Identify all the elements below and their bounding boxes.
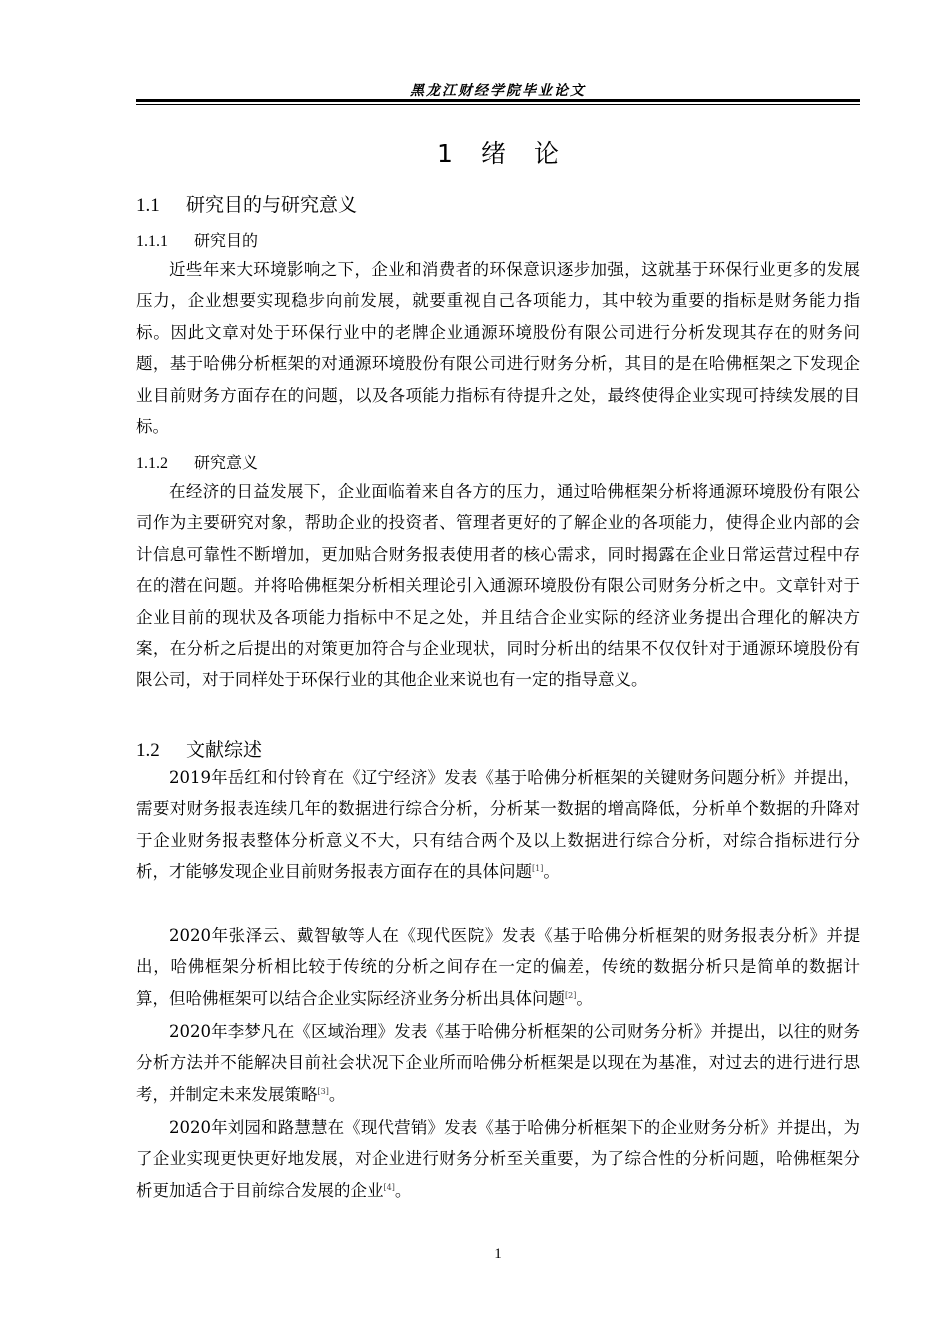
- section-title: 文献综述: [186, 739, 263, 761]
- paragraph-text: 2020年张泽云、戴智敏等人在《现代医院》发表《基于哈佛分析框架的财务报表分析》并提出，哈佛框架分析相比较于传统的分析之间存在一定的偏差，传统的数据分析只是简单的数据计算，但哈佛框架可以结合企业实际经济业务分析出具体问题: [136, 926, 860, 1008]
- literature-paragraph: [136, 1112, 860, 1206]
- section-heading: [136, 735, 262, 762]
- chapter-title: [136, 134, 860, 170]
- citation-mark: [2]: [565, 990, 577, 1000]
- paragraph-text: 2020年李梦凡在《区域治理》发表《基于哈佛分析框架的公司财务分析》并提出，以往的财务分析方法并不能解决目前社会状况下企业所而哈佛分析框架是以现在为基准，对过去的进行进行思考，并制定未来发展策略: [136, 1022, 860, 1104]
- running-header: 黑龙江财经学院毕业论文: [410, 83, 586, 99]
- literature-paragraph: [136, 920, 860, 1014]
- subsection-heading: [136, 450, 258, 473]
- chapter-title-char-2: 论: [533, 139, 559, 168]
- end-mark: 。: [394, 1180, 412, 1200]
- end-mark: 。: [328, 1084, 346, 1104]
- citation-mark: [3]: [317, 1086, 329, 1096]
- subsection-title: 研究意义: [194, 453, 259, 472]
- section-heading: [136, 190, 357, 217]
- literature-paragraph: [136, 762, 860, 888]
- subsection-number: 1.1.1: [136, 233, 168, 250]
- paragraph-purpose: 近些年来大环境影响之下，企业和消费者的环保意识逐步加强，这就基于环保行业更多的发展压力，企业想要实现稳步向前发展，就要重视自己各项能力，其中较为重要的指标是财务能力指标。因此文章对处于环保行业中的老牌企业通源环境股份有限公司进行分析发现其存在的财务问题，基于哈佛分析框架的对通源环境股份有限公司进行财务分析，其目的是在哈佛框架之下发现企业目前财务方面存在的问题，以及各项能力指标有待提升之处，最终使得企业实现可持续发展的目标。: [136, 260, 860, 437]
- paragraph-text: 2019年岳红和付铃育在《辽宁经济》发表《基于哈佛分析框架的关键财务问题分析》并提出，需要对财务报表连续几年的数据进行综合分析，分析某一数据的增高降低，分析单个数据的升降对于企业财务报表整体分析意义不大，只有结合两个及以上数据进行综合分析，对综合指标进行分析，才能够发现企业目前财务报表方面存在的具体问题: [136, 768, 860, 882]
- chapter-title-char-1: 绪: [480, 139, 506, 168]
- subsection-heading: [136, 228, 258, 251]
- page-number: 1: [494, 1246, 502, 1262]
- header-rule-thin: [136, 104, 860, 105]
- section-number: 1.1: [136, 195, 160, 216]
- header-rule-thick: [136, 99, 860, 102]
- end-mark: 。: [543, 862, 560, 882]
- section-title: 研究目的与研究意义: [186, 194, 358, 216]
- citation-mark: [4]: [383, 1182, 395, 1192]
- literature-paragraph: [136, 1016, 860, 1110]
- section-number: 1.2: [136, 740, 160, 761]
- paragraph-text: 2020年刘园和路慧慧在《现代营销》发表《基于哈佛分析框架下的企业财务分析》并提出，为了企业实现更快更好地发展，对企业进行财务分析至关重要，为了综合性的分析问题，哈佛框架分析更加适合于目前综合发展的企业: [136, 1118, 860, 1200]
- citation-mark: [1]: [532, 864, 544, 874]
- chapter-number: 1: [437, 139, 453, 168]
- paragraph-significance: 在经济的日益发展下，企业面临着来自各方的压力，通过哈佛框架分析将通源环境股份有限公司作为主要研究对象，帮助企业的投资者、管理者更好的了解企业的各项能力，使得企业内部的会计信息可靠性不断增加，更加贴合财务报表使用者的核心需求，同时揭露在企业日常运营过程中存在的潜在问题。并将哈佛框架分析相关理论引入通源环境股份有限公司财务分析之中。文章针对于企业目前的现状及各项能力指标中不足之处，并且结合企业实际的经济业务提出合理化的解决方案，在分析之后提出的对策更加符合与企业现状，同时分析出的结果不仅仅针对于通源环境股份有限公司，对于同样处于环保行业的其他企业来说也有一定的指导意义。: [136, 482, 860, 690]
- subsection-title: 研究目的: [194, 231, 259, 250]
- end-mark: 。: [576, 988, 593, 1008]
- subsection-number: 1.1.2: [136, 455, 168, 472]
